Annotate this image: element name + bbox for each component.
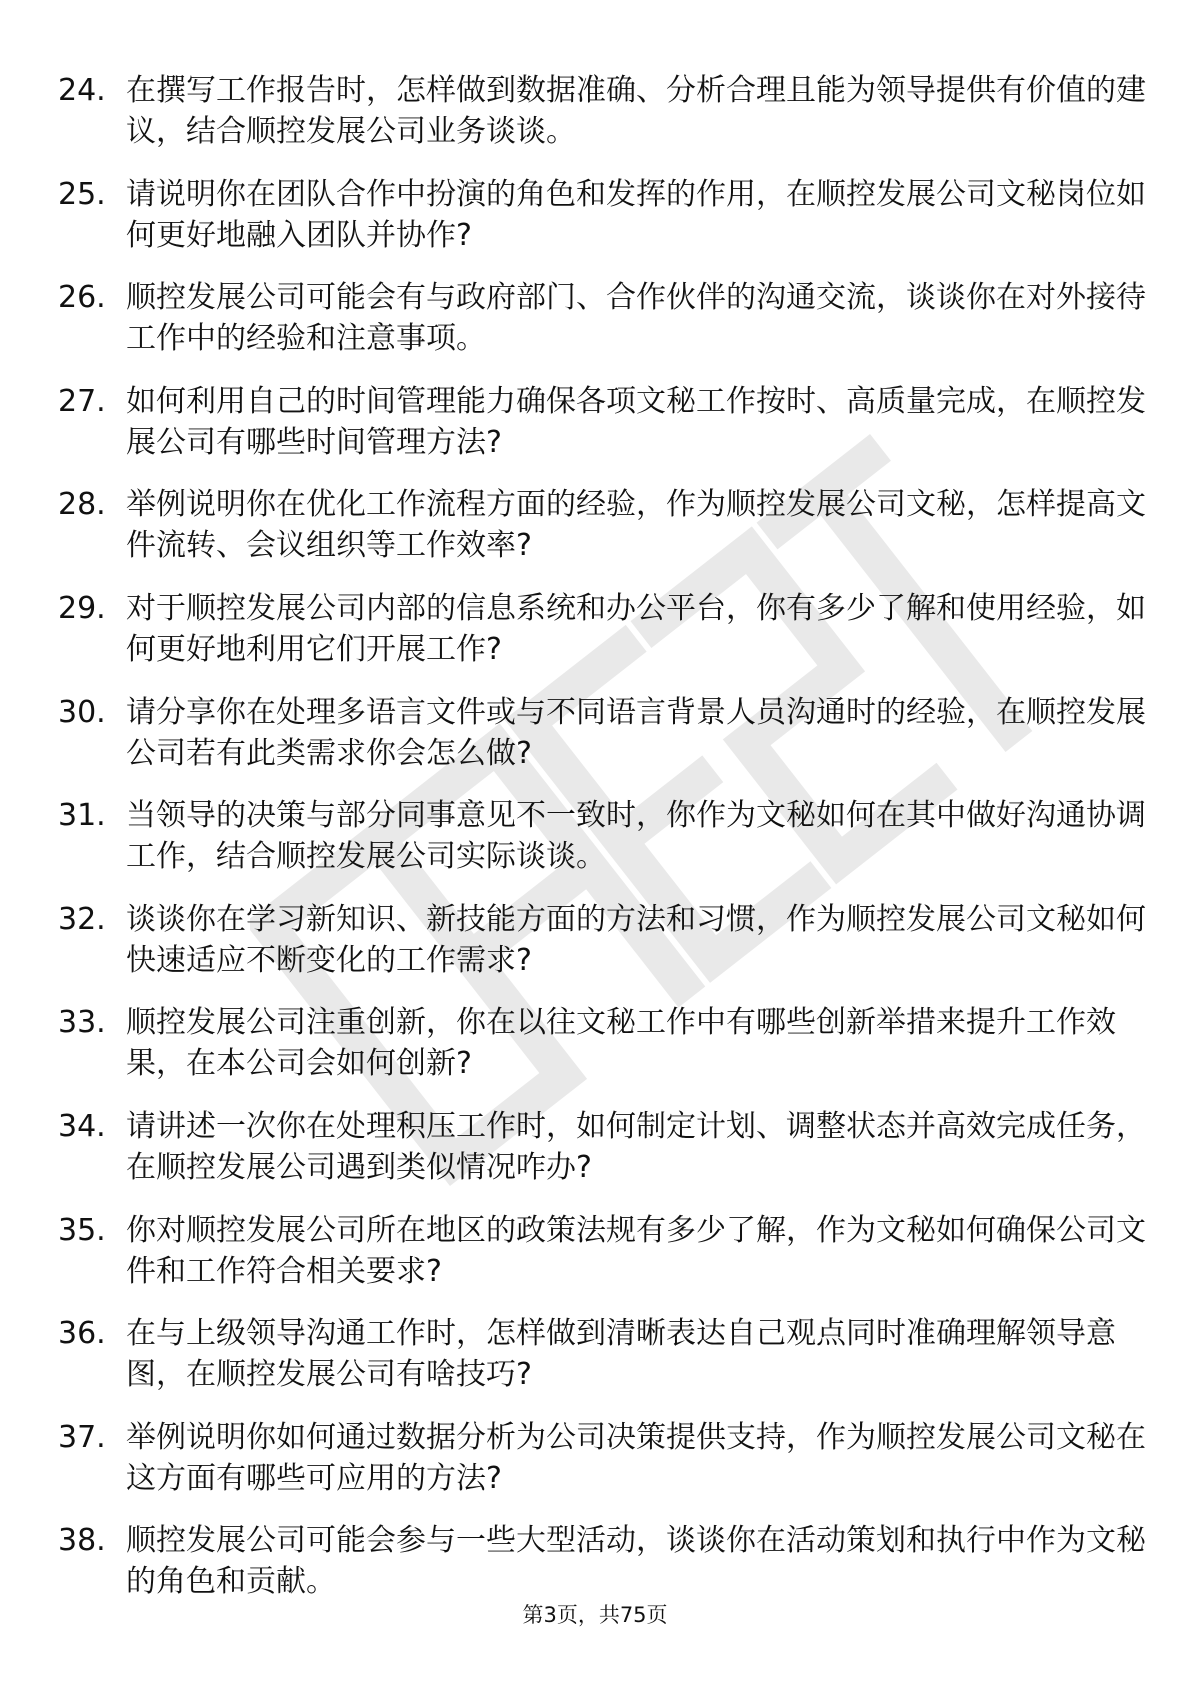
question-number: 38. xyxy=(58,1523,106,1559)
question-item xyxy=(58,899,1146,981)
question-text: 谈谈你在学习新知识、新技能方面的方法和习惯，作为顺控发展公司文秘如何快速适应不断变化的工作需求? xyxy=(126,901,1146,978)
question-text: 请讲述一次你在处理积压工作时，如何制定计划、调整状态并高效完成任务，在顺控发展公司遇到类似情况咋办? xyxy=(126,1108,1146,1185)
question-list xyxy=(58,70,1146,1624)
question-text: 顺控发展公司可能会有与政府部门、合作伙伴的沟通交流，谈谈你在对外接待工作中的经验和注意事项。 xyxy=(126,280,1146,357)
question-item xyxy=(58,1417,1146,1499)
question-text: 举例说明你如何通过数据分析为公司决策提供支持，作为顺控发展公司文秘在这方面有哪些可应用的方法? xyxy=(126,1419,1146,1496)
question-text: 如何利用自己的时间管理能力确保各项文秘工作按时、高质量完成，在顺控发展公司有哪些时间管理方法? xyxy=(126,383,1146,460)
question-text: 对于顺控发展公司内部的信息系统和办公平台，你有多少了解和使用经验，如何更好地利用它们开展工作? xyxy=(126,590,1146,667)
question-item xyxy=(58,381,1146,463)
page-number-label: 第3页，共75页 xyxy=(522,1603,668,1627)
question-number: 27. xyxy=(58,383,106,419)
question-text: 当领导的决策与部分同事意见不一致时，你作为文秘如何在其中做好沟通协调工作，结合顺控发展公司实际谈谈。 xyxy=(126,798,1146,875)
question-number: 36. xyxy=(58,1316,106,1352)
question-text: 举例说明你在优化工作流程方面的经验，作为顺控发展公司文秘，怎样提高文件流转、会议组织等工作效率? xyxy=(126,487,1146,564)
question-item xyxy=(58,277,1146,359)
question-number: 24. xyxy=(58,73,106,108)
question-item xyxy=(58,692,1146,774)
question-item xyxy=(58,70,1146,152)
question-item xyxy=(58,484,1146,566)
question-number: 33. xyxy=(58,1005,106,1041)
question-item xyxy=(58,174,1146,256)
question-text: 在与上级领导沟通工作时，怎样做到清晰表达自己观点同时准确理解领导意图，在顺控发展公司有啥技巧? xyxy=(126,1316,1116,1393)
question-number: 30. xyxy=(58,694,106,730)
question-item xyxy=(58,795,1146,877)
question-text: 在撰写工作报告时，怎样做到数据准确、分析合理且能为领导提供有价值的建议，结合顺控发展公司业务谈谈。 xyxy=(126,73,1146,149)
question-item xyxy=(58,1002,1138,1084)
question-item xyxy=(58,1106,1146,1188)
question-number: 26. xyxy=(58,280,106,316)
question-number: 32. xyxy=(58,901,106,937)
question-number: 28. xyxy=(58,487,106,523)
question-text: 顺控发展公司注重创新，你在以往文秘工作中有哪些创新举措来提升工作效果，在本公司会如何创新? xyxy=(126,1005,1116,1082)
question-item xyxy=(58,1210,1146,1292)
question-item xyxy=(58,588,1146,670)
question-text: 你对顺控发展公司所在地区的政策法规有多少了解，作为文秘如何确保公司文件和工作符合相关要求? xyxy=(126,1212,1146,1289)
question-number: 29. xyxy=(58,590,106,626)
question-number: 31. xyxy=(58,798,106,834)
question-text: 顺控发展公司可能会参与一些大型活动，谈谈你在活动策划和执行中作为文秘的角色和贡献。 xyxy=(126,1523,1146,1600)
question-text: 请说明你在团队合作中扮演的角色和发挥的作用，在顺控发展公司文秘岗位如何更好地融入团队并协作? xyxy=(126,176,1146,253)
question-item xyxy=(58,1313,1138,1395)
question-text: 请分享你在处理多语言文件或与不同语言背景人员沟通时的经验，在顺控发展公司若有此类需求你会怎么做? xyxy=(126,694,1146,771)
page-footer xyxy=(0,1601,1190,1629)
question-number: 35. xyxy=(58,1212,106,1248)
question-number: 34. xyxy=(58,1108,106,1144)
question-number: 25. xyxy=(58,176,106,212)
question-number: 37. xyxy=(58,1419,106,1455)
question-item xyxy=(58,1520,1146,1602)
